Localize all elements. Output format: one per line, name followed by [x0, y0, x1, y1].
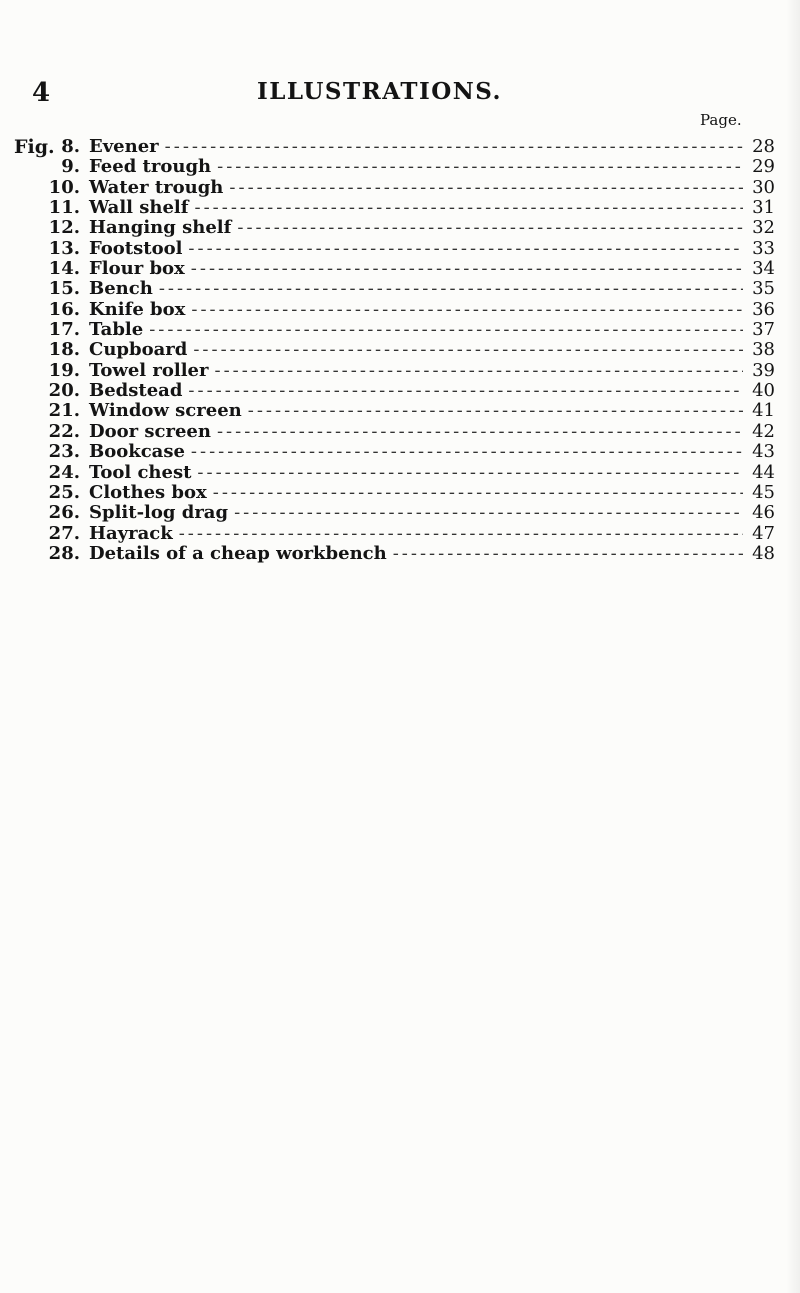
- dot-leader: [188, 239, 743, 259]
- fig-number: 18.: [48, 339, 80, 361]
- illustration-title: Knife box: [89, 298, 186, 320]
- page-ref: 29: [752, 156, 775, 178]
- illustration-entry: [40, 503, 775, 523]
- illustration-entry: [40, 524, 775, 544]
- illustration-entry: [40, 422, 775, 442]
- page-ref: 34: [752, 258, 775, 280]
- dot-leader: [229, 178, 743, 198]
- illustrations-list: [40, 137, 775, 564]
- dot-leader: [237, 218, 743, 238]
- dot-leader: [191, 259, 743, 279]
- page-ref: 35: [752, 278, 775, 300]
- dot-leader: [159, 279, 743, 299]
- illustration-entry: [40, 320, 775, 340]
- fig-number: 21.: [48, 400, 80, 422]
- illustration-title: Door screen: [89, 420, 211, 442]
- page-ref: 40: [752, 380, 775, 402]
- fig-number: 27.: [48, 522, 80, 544]
- page-ref: 47: [752, 522, 775, 544]
- illustration-entry: [40, 198, 775, 218]
- illustration-title: Window screen: [89, 400, 242, 422]
- illustration-title: Hanging shelf: [89, 217, 232, 239]
- illustration-title: Bedstead: [89, 380, 183, 402]
- dot-leader: [217, 157, 743, 177]
- illustration-entry: [40, 381, 775, 401]
- page-number: 4: [32, 78, 51, 108]
- fig-number: 10.: [48, 176, 80, 198]
- illustration-title: Water trough: [89, 176, 224, 198]
- illustration-entry: [40, 300, 775, 320]
- illustration-entry: [40, 137, 775, 157]
- illustration-title: Details of a cheap workbench: [89, 542, 387, 564]
- fig-number: 16.: [48, 298, 80, 320]
- illustration-title: Feed trough: [89, 156, 212, 178]
- illustration-title: Clothes box: [89, 481, 207, 503]
- page-column-label: Page.: [700, 111, 742, 129]
- dot-leader: [217, 422, 743, 442]
- illustration-entry: [40, 218, 775, 238]
- fig-number: 25.: [48, 481, 80, 503]
- fig-number: 28.: [48, 542, 80, 564]
- fig-number: 24.: [48, 461, 80, 483]
- illustration-title: Footstool: [89, 237, 183, 259]
- page-ref: 45: [752, 481, 775, 503]
- illustration-entry: [40, 279, 775, 299]
- illustration-title: Bench: [89, 278, 153, 300]
- dot-leader: [191, 442, 743, 462]
- illustration-title: Flour box: [89, 258, 185, 280]
- fig-number: 20.: [48, 380, 80, 402]
- page-ref: 32: [752, 217, 775, 239]
- page-ref: 42: [752, 420, 775, 442]
- fig-number: 23.: [48, 441, 80, 463]
- page-ref: 39: [752, 359, 775, 381]
- dot-leader: [188, 381, 743, 401]
- page-ref: 36: [752, 298, 775, 320]
- illustration-entry: [40, 463, 775, 483]
- fig-number: 9.: [61, 156, 80, 178]
- running-head: ILLUSTRATIONS.: [257, 78, 503, 105]
- page-ref: 31: [752, 197, 775, 219]
- fig-number: 22.: [48, 420, 80, 442]
- dot-leader: [248, 401, 743, 421]
- page-ref: 44: [752, 461, 775, 483]
- page-ref: 28: [752, 136, 775, 157]
- dot-leader: [197, 463, 743, 483]
- dot-leader: [195, 198, 743, 218]
- illustration-entry: [40, 340, 775, 360]
- page-ref: 43: [752, 441, 775, 463]
- illustration-title: Hayrack: [89, 522, 173, 544]
- illustration-entry: [40, 178, 775, 198]
- page-ref: 37: [752, 319, 775, 341]
- page-ref: 33: [752, 237, 775, 259]
- fig-number: 26.: [48, 502, 80, 524]
- illustration-title: Cupboard: [89, 339, 188, 361]
- dot-leader: [213, 483, 743, 503]
- dot-leader: [215, 361, 744, 381]
- page-ref: 38: [752, 339, 775, 361]
- dot-leader: [149, 320, 743, 340]
- illustration-entry: [40, 401, 775, 421]
- page-ref: 30: [752, 176, 775, 198]
- illustration-title: Table: [89, 319, 144, 341]
- illustration-entry: [40, 259, 775, 279]
- dot-leader: [393, 544, 743, 564]
- fig-number: 17.: [48, 319, 80, 341]
- fig-number: 19.: [48, 359, 80, 381]
- illustration-title: Evener: [89, 136, 159, 157]
- illustration-entry: [40, 544, 775, 564]
- illustration-title: Towel roller: [89, 359, 209, 381]
- illustration-entry: [40, 361, 775, 381]
- illustration-title: Split-log drag: [89, 502, 229, 524]
- dot-leader: [234, 503, 743, 523]
- dot-leader: [193, 340, 743, 360]
- illustration-entry: [40, 157, 775, 177]
- fig-number: 12.: [48, 217, 80, 239]
- fig-number: 14.: [48, 258, 80, 280]
- page-ref: 46: [752, 502, 775, 524]
- dot-leader: [165, 137, 743, 157]
- page-ref: 48: [752, 542, 775, 564]
- fig-column-label: Fig.: [14, 136, 55, 158]
- illustration-title: Bookcase: [89, 441, 185, 463]
- fig-number: 11.: [48, 197, 80, 219]
- illustration-entry: [40, 483, 775, 503]
- illustration-title: Wall shelf: [89, 197, 189, 219]
- illustration-entry: [40, 442, 775, 462]
- fig-number: 13.: [48, 237, 80, 259]
- illustration-entry: [40, 239, 775, 259]
- page-ref: 41: [752, 400, 775, 422]
- fig-number: 8.: [61, 136, 80, 157]
- page-edge-shadow: [786, 0, 800, 1293]
- dot-leader: [179, 524, 743, 544]
- dot-leader: [191, 300, 743, 320]
- fig-number: 15.: [48, 278, 80, 300]
- illustration-title: Tool chest: [89, 461, 192, 483]
